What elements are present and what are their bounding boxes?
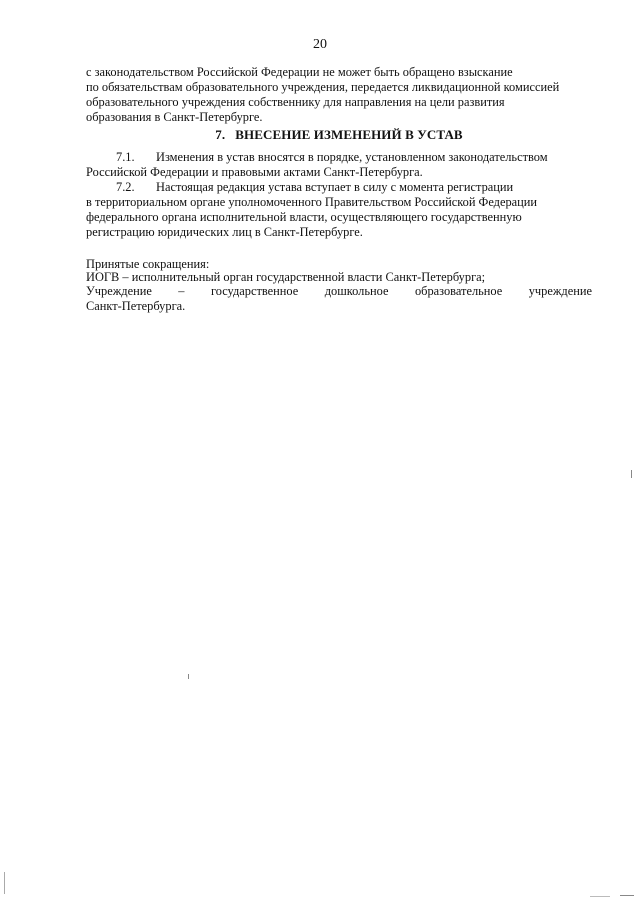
abbreviation-word: дошкольное [324, 284, 389, 298]
section-heading [86, 127, 592, 143]
abbreviation-word: учреждение [528, 284, 592, 298]
clause-line: регистрацию юридических лиц в Санкт-Петербурге. [86, 225, 363, 239]
scan-edge [4, 872, 5, 894]
clause-number: 7.2. [116, 180, 135, 194]
paragraph-line: по обязательствам образовательного учреждения, передается ликвидационной комиссией [86, 80, 560, 94]
abbreviation-line: Санкт-Петербурга. [86, 299, 186, 313]
previous-section-paragraph [86, 65, 592, 125]
clause-7-2 [86, 180, 592, 240]
scan-speck [590, 896, 610, 897]
clause-text: Настоящая редакция устава вступает в силу с момента регистрации [156, 180, 514, 194]
abbreviation-word: образовательное [414, 284, 503, 298]
section-title: ВНЕСЕНИЕ ИЗМЕНЕНИЙ В УСТАВ [235, 127, 463, 142]
clause-first-line [86, 180, 592, 195]
abbreviation-word: государственное [210, 284, 299, 298]
paragraph-line: образовательного учреждения собственнику для направления на цели развития [86, 95, 505, 109]
section-number: 7. [215, 127, 226, 142]
paragraph-line: образования в Санкт-Петербурге. [86, 110, 263, 124]
scan-speck [631, 470, 632, 478]
abbreviations-title: Принятые сокращения: [86, 257, 210, 271]
abbreviation-word: Учреждение [86, 284, 152, 298]
abbreviation-line [86, 284, 592, 299]
clause-line: федерального органа исполнительной власти, осуществляющего государственную [86, 210, 522, 224]
clause-number: 7.1. [116, 150, 135, 164]
paragraph-line: с законодательством Российской Федерации не может быть обращено взыскание [86, 65, 513, 79]
abbreviation-item [86, 284, 592, 314]
scan-speck [188, 674, 189, 679]
clause-line: Российской Федерации и правовыми актами Санкт-Петербурга. [86, 165, 423, 179]
clause-7-1 [86, 150, 592, 180]
abbreviation-word: – [178, 284, 185, 298]
clause-line: в территориальном органе уполномоченного Правительством Российской Федерации [86, 195, 538, 209]
abbreviation-item: ИОГВ – исполнительный орган государственной власти Санкт-Петербурга; [86, 270, 486, 284]
page-number: 20 [313, 37, 327, 52]
clause-text: Изменения в устав вносятся в порядке, установленном законодательством [156, 150, 548, 164]
clause-first-line [86, 150, 592, 165]
scan-speck [620, 895, 634, 896]
